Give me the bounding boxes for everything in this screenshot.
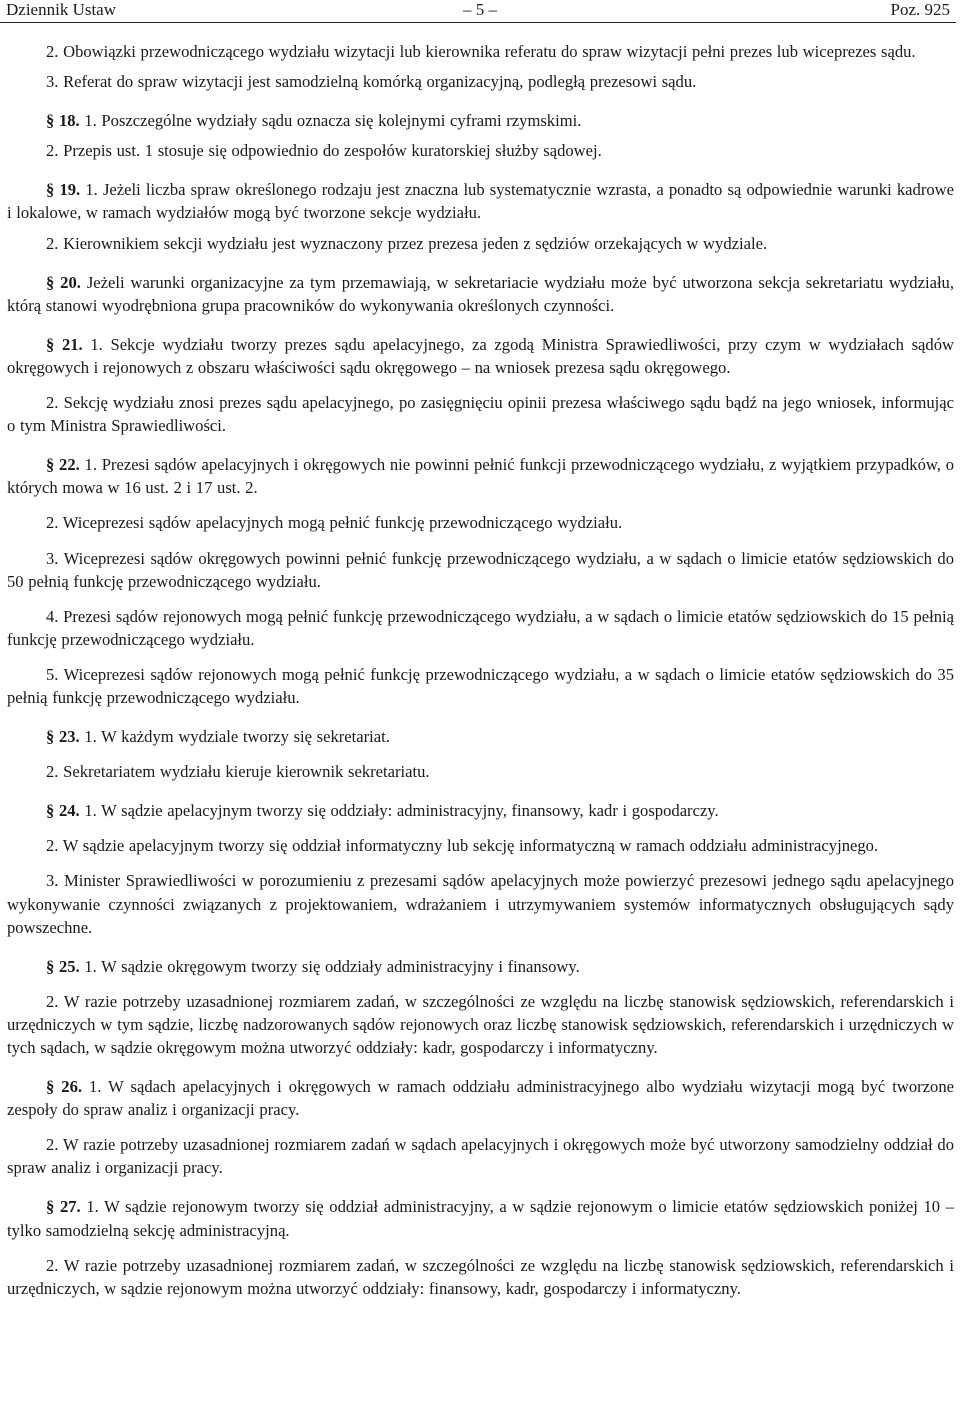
page-number: – 5 – bbox=[463, 0, 497, 19]
paragraph bbox=[7, 109, 954, 132]
section-number: § 26. bbox=[46, 1077, 83, 1097]
paragraph bbox=[7, 760, 954, 783]
paragraph bbox=[7, 799, 954, 822]
paragraph-text: 1. W każdym wydziale tworzy się sekretariat. bbox=[79, 727, 390, 747]
paragraph bbox=[7, 605, 954, 651]
section-number: § 24. bbox=[46, 801, 80, 821]
paragraph bbox=[7, 70, 954, 93]
paragraph bbox=[7, 333, 954, 379]
paragraph-text: 2. Sekcję wydziału znosi prezes sądu apelacyjnego, po zasięgnięciu opinii prezesa właściwego sądu bądź na jego wniosek, informując o tym Ministra Sprawiedliwości. bbox=[7, 393, 954, 436]
section-number: § 22. bbox=[46, 455, 80, 475]
paragraph-text: 2. Kierownikiem sekcji wydziału jest wyznaczony przez prezesa jeden z sędziów orzekających w wydziale. bbox=[46, 233, 768, 253]
section-number: § 19. bbox=[46, 180, 81, 200]
paragraph bbox=[7, 725, 954, 748]
paragraph-text: 1. W sądzie okręgowym tworzy się oddziały administracyjny i finansowy. bbox=[79, 956, 580, 976]
paragraph bbox=[7, 232, 954, 255]
paragraph-text: 1. W sądach apelacyjnych i okręgowych w ramach oddziału administracyjnego albo wydziału wizytacji mogą być tworzone zespoły do spraw analiz i organizacji pracy. bbox=[7, 1077, 954, 1120]
paragraph bbox=[7, 547, 954, 593]
section-number: § 23. bbox=[46, 727, 80, 747]
section-number: § 21. bbox=[46, 334, 83, 354]
section-number: § 27. bbox=[46, 1197, 81, 1217]
section-number: § 20. bbox=[46, 272, 81, 292]
paragraph-text: 2. Przepis ust. 1 stosuje się odpowiednio do zespołów kuratorskiej służby sądowej. bbox=[46, 141, 602, 161]
paragraph-text: 2. W razie potrzeby uzasadnionej rozmiarem zadań, w szczególności ze względu na liczbę stanowisk sędziowskich, referendarskich i urzędniczych, w sądzie rejonowym można utworzyć oddziały: finansowy, kadr, gospodarczy i informatyczny. bbox=[7, 1255, 954, 1298]
paragraph-text: 1. Sekcje wydziału tworzy prezes sądu apelacyjnego, za zgodą Ministra Sprawiedliwości, przy czym w wydziałach sądów okręgowych i rejonowych z obszaru właściwości sądu okręgowego – na wniosek prezesa sądu okręgowego. bbox=[7, 334, 954, 377]
paragraph bbox=[7, 1195, 954, 1241]
paragraph-text: 1. Poszczególne wydziały sądu oznacza się kolejnymi cyframi rzymskimi. bbox=[79, 111, 582, 131]
paragraph bbox=[7, 511, 954, 534]
journal-title: Dziennik Ustaw bbox=[6, 0, 117, 19]
paragraph bbox=[7, 139, 954, 162]
paragraph-text: Jeżeli warunki organizacyjne za tym przemawiają, w sekretariacie wydziału może być utworzona sekcja sekretariatu wydziału, którą stanowi wyodrębniona grupa pracowników do wykonywania określonych czynności. bbox=[7, 272, 955, 315]
paragraph bbox=[7, 1254, 954, 1300]
document-body bbox=[7, 31, 954, 1300]
section-number: § 25. bbox=[46, 956, 80, 976]
paragraph bbox=[7, 955, 954, 978]
paragraph-text: 3. Wiceprezesi sądów okręgowych powinni pełnić funkcję przewodniczącego wydziału, a w sądach o limicie etatów sędziowskich do 50 pełnią funkcję przewodniczącego wydziału. bbox=[7, 548, 954, 591]
paragraph-text: 1. Jeżeli liczba spraw określonego rodzaju jest znaczna lub systematycznie wzrasta, a ponadto są odpowiednie warunki kadrowe i lokalowe, w ramach wydziałów mogą być tworzone sekcje wydziału. bbox=[7, 180, 954, 223]
paragraph bbox=[7, 990, 954, 1059]
page-header bbox=[0, 0, 956, 23]
paragraph-text: 1. Prezesi sądów apelacyjnych i okręgowych nie powinni pełnić funkcji przewodniczącego wydziału, z wyjątkiem przypadków, o których mowa w 16 ust. 2 i 17 ust. 2. bbox=[7, 455, 954, 498]
paragraph bbox=[7, 1075, 954, 1121]
section-number: § 18. bbox=[46, 111, 80, 131]
paragraph-text: 2. Obowiązki przewodniczącego wydziału wizytacji lub kierownika referatu do spraw wizytacji pełni prezes lub wiceprezes sądu. bbox=[46, 42, 916, 61]
paragraph-text: 2. Wiceprezesi sądów apelacyjnych mogą pełnić funkcję przewodniczącego wydziału. bbox=[46, 513, 623, 533]
position-number: Poz. 925 bbox=[890, 0, 950, 19]
paragraph-text: 2. Sekretariatem wydziału kieruje kierownik sekretariatu. bbox=[46, 762, 430, 782]
paragraph-text: 3. Referat do spraw wizytacji jest samodzielną komórką organizacyjną, podległą prezesowi sądu. bbox=[46, 72, 697, 92]
paragraph bbox=[7, 453, 954, 499]
paragraph-text: 2. W sądzie apelacyjnym tworzy się oddział informatyczny lub sekcję informatyczną w ramach oddziału administracyjnego. bbox=[46, 836, 879, 856]
paragraph bbox=[7, 271, 954, 317]
paragraph bbox=[7, 391, 954, 437]
paragraph bbox=[7, 40, 954, 63]
paragraph bbox=[7, 178, 954, 224]
paragraph-text: 1. W sądzie apelacyjnym tworzy się oddziały: administracyjny, finansowy, kadr i gospodarczy. bbox=[79, 801, 719, 821]
paragraph bbox=[7, 1133, 954, 1179]
paragraph-text: 4. Prezesi sądów rejonowych mogą pełnić funkcję przewodniczącego wydziału, a w sądach o limicie etatów sędziowskich do 15 pełnią funkcję przewodniczącego wydziału. bbox=[7, 606, 954, 649]
paragraph-text: 1. W sądzie rejonowym tworzy się oddział administracyjny, a w sądzie rejonowym o limicie etatów sędziowskich poniżej 10 – tylko samodzielną sekcję administracyjną. bbox=[7, 1197, 954, 1240]
paragraph-text: 2. W razie potrzeby uzasadnionej rozmiarem zadań, w szczególności ze względu na liczbę stanowisk sędziowskich, referendarskich i urzędniczych w tym sądzie, liczbę nadzorowanych sądów rejonowych oraz liczbę stanowisk sędziowskich, referendarskich i urzędniczych w tych sądach, w sądzie okręgowym można utworzyć oddziały: kadr, gospodarczy i informatyczny. bbox=[7, 991, 954, 1057]
paragraph-text: 5. Wiceprezesi sądów rejonowych mogą pełnić funkcję przewodniczącego wydziału, a w sądach o limicie etatów sędziowskich do 35 pełnią funkcję przewodniczącego wydziału. bbox=[7, 664, 954, 707]
paragraph bbox=[7, 663, 954, 709]
paragraph bbox=[7, 834, 954, 857]
paragraph bbox=[7, 869, 954, 938]
paragraph-text: 2. W razie potrzeby uzasadnionej rozmiarem zadań w sądach apelacyjnych i okręgowych może być utworzony samodzielny oddział do spraw analiz i organizacji pracy. bbox=[7, 1135, 954, 1178]
paragraph-text: 3. Minister Sprawiedliwości w porozumieniu z prezesami sądów apelacyjnych może powierzyć prezesowi jednego sądu apelacyjnego wykonywanie czynności związanych z projektowaniem, wdrażaniem i utrzymywaniem systemów informatycznych obsługujących sądy powszechne. bbox=[7, 871, 954, 937]
